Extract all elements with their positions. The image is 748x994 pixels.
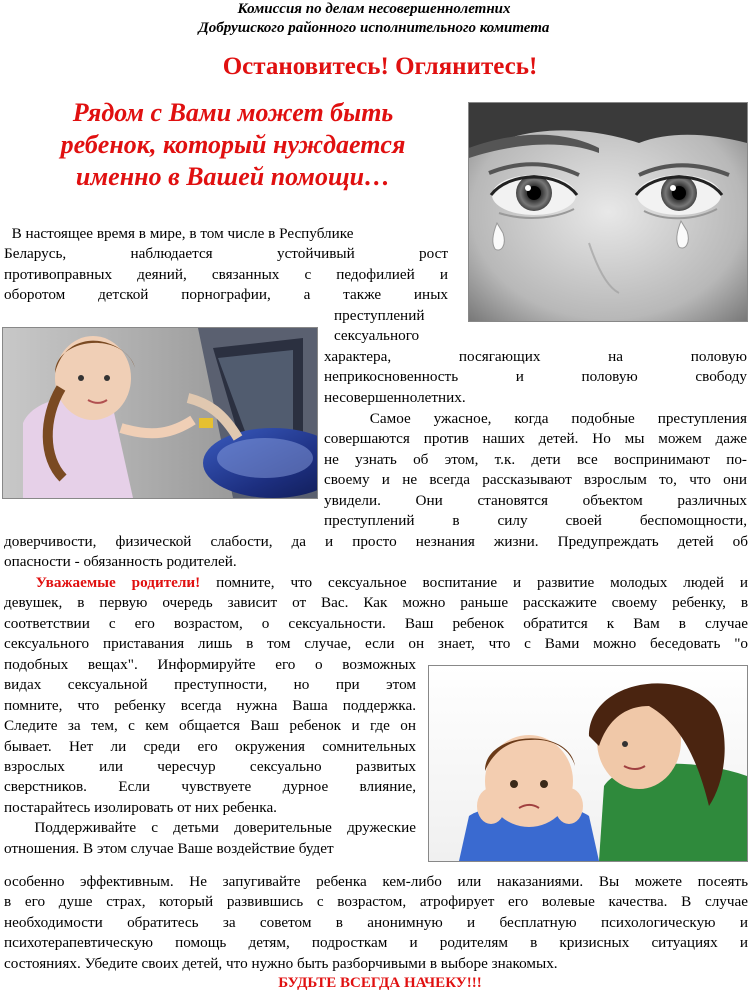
text-line: в его душе страх, который развившись с возрастом, атрофирует его волевые качества. В случае bbox=[4, 893, 748, 911]
text-line: психотерапевтическую помощь детям, подросткам и родителям в кризисных ситуациях и bbox=[4, 934, 748, 952]
subtitle-line-3: именно в Вашей помощи… bbox=[75, 162, 391, 191]
paragraph-3-left bbox=[4, 655, 416, 859]
footer-warning: БУДЬТЕ ВСЕГДА НАЧЕКУ!!! bbox=[278, 975, 482, 991]
paragraph-1-narrow-1: преступлений bbox=[334, 307, 425, 324]
mother-boy-picture bbox=[429, 666, 747, 861]
text-line: взрослых или чересчур сексуально развитых bbox=[4, 758, 416, 776]
text-line: подобных вещах". Информируйте его о возможных bbox=[4, 656, 416, 673]
text-line: Поддерживайте с детьми доверительные дружеские bbox=[4, 819, 416, 837]
paragraph-1-narrow-2: сексуального bbox=[334, 327, 420, 344]
text-line: отношения. В этом случае Ваше воздействие будет bbox=[4, 839, 334, 857]
text-line: увидели. Они становятся объектом различных bbox=[324, 491, 747, 509]
text-line: В настоящее время в мире, в том числе в Республике bbox=[4, 225, 354, 242]
text-line: Следите за тем, с кем общается Ваш ребенок и где он bbox=[4, 717, 416, 735]
text-line: сверстников. Если чувствуете дурное влияние, bbox=[4, 778, 416, 796]
header-commission: Комиссия по делам несовершеннолетних bbox=[237, 1, 511, 17]
text-line: постарайтесь изолировать от них ребенка. bbox=[4, 798, 277, 816]
text-line: несовершеннолетних. bbox=[324, 388, 466, 406]
paragraph-2-right bbox=[324, 409, 747, 531]
text-line: необходимости обратитесь за советом в анонимную и бесплатную психологическую и bbox=[4, 913, 748, 931]
text-line: неприкосновенность и половую свободу bbox=[324, 368, 747, 386]
text-line: Самое ужасное, когда подобные преступления bbox=[324, 410, 747, 427]
header-committee: Добрушского районного исполнительного комитета bbox=[198, 20, 550, 36]
text-line: опасности - обязанность родителей. bbox=[4, 553, 237, 571]
text-line: соответствии с его возрастом, о сексуальности. Ваш ребенок обратится к Вам в случае bbox=[4, 614, 748, 632]
text-line: противоправных деяний, связанных с педофилией и bbox=[4, 265, 448, 283]
text-line: сексуального приставания лишь в том случае, если он знает, что с Вами можно беседовать "о bbox=[4, 635, 748, 653]
text-line: преступлений в силу своей беспомощности, bbox=[324, 512, 747, 530]
paragraph-2-full bbox=[4, 532, 748, 654]
paragraph-4-full bbox=[4, 872, 748, 974]
text-line: особенно эффективным. Не запугивайте ребенка кем-либо или наказаниями. Вы можете посеять bbox=[4, 873, 748, 890]
text-line: характера, посягающих на половую bbox=[324, 348, 747, 365]
paragraph-1-top bbox=[4, 224, 448, 306]
subtitle-line-2: ребенок, который нуждается bbox=[60, 130, 406, 159]
girl-car-picture bbox=[3, 328, 317, 498]
subtitle bbox=[18, 97, 448, 193]
text-line: Беларусь, наблюдается устойчивый рост bbox=[4, 245, 448, 263]
text-line: бывает. Нет ли среди его окружения сомнительных bbox=[4, 737, 416, 755]
text-span: помните, что сексуальное воспитание и развитие молодых людей и bbox=[200, 573, 748, 591]
text-line: помните, что ребенку всегда нужна Ваша поддержка. bbox=[4, 696, 416, 714]
text-line: совершаются против наших детей. Но мы можем даже bbox=[324, 430, 747, 448]
text-line: своему и не всегда рассказывают взрослым то, что они bbox=[324, 471, 747, 489]
girl-car-image bbox=[2, 327, 318, 499]
parents-address: Уважаемые родители! bbox=[35, 573, 201, 591]
text-line: оборотом детской порнографии, а также иных bbox=[4, 286, 448, 304]
page-title: Остановитесь! Оглянитесь! bbox=[222, 53, 538, 80]
subtitle-line-1: Рядом с Вами может быть bbox=[72, 98, 394, 127]
text-line bbox=[4, 573, 748, 593]
text-line: доверчивости, физической слабости, да и просто незнания жизни. Предупреждать детей об bbox=[4, 533, 748, 550]
text-line: видах сексуальной преступности, но при этом bbox=[4, 676, 416, 694]
text-line: не узнать об этом, т.к. дети все воспринимают по- bbox=[324, 450, 747, 468]
crying-eyes-picture bbox=[469, 103, 747, 321]
mother-boy-image bbox=[428, 665, 748, 862]
text-line: состояниях. Убедите своих детей, что нужно быть разборчивыми в выборе знакомых. bbox=[4, 954, 558, 972]
crying-eyes-image bbox=[468, 102, 748, 322]
text-line: девушек, в первую очередь зависит от Вас. Как можно раньше расскажите своему ребенку, в bbox=[4, 594, 748, 612]
paragraph-1-right bbox=[324, 347, 747, 408]
